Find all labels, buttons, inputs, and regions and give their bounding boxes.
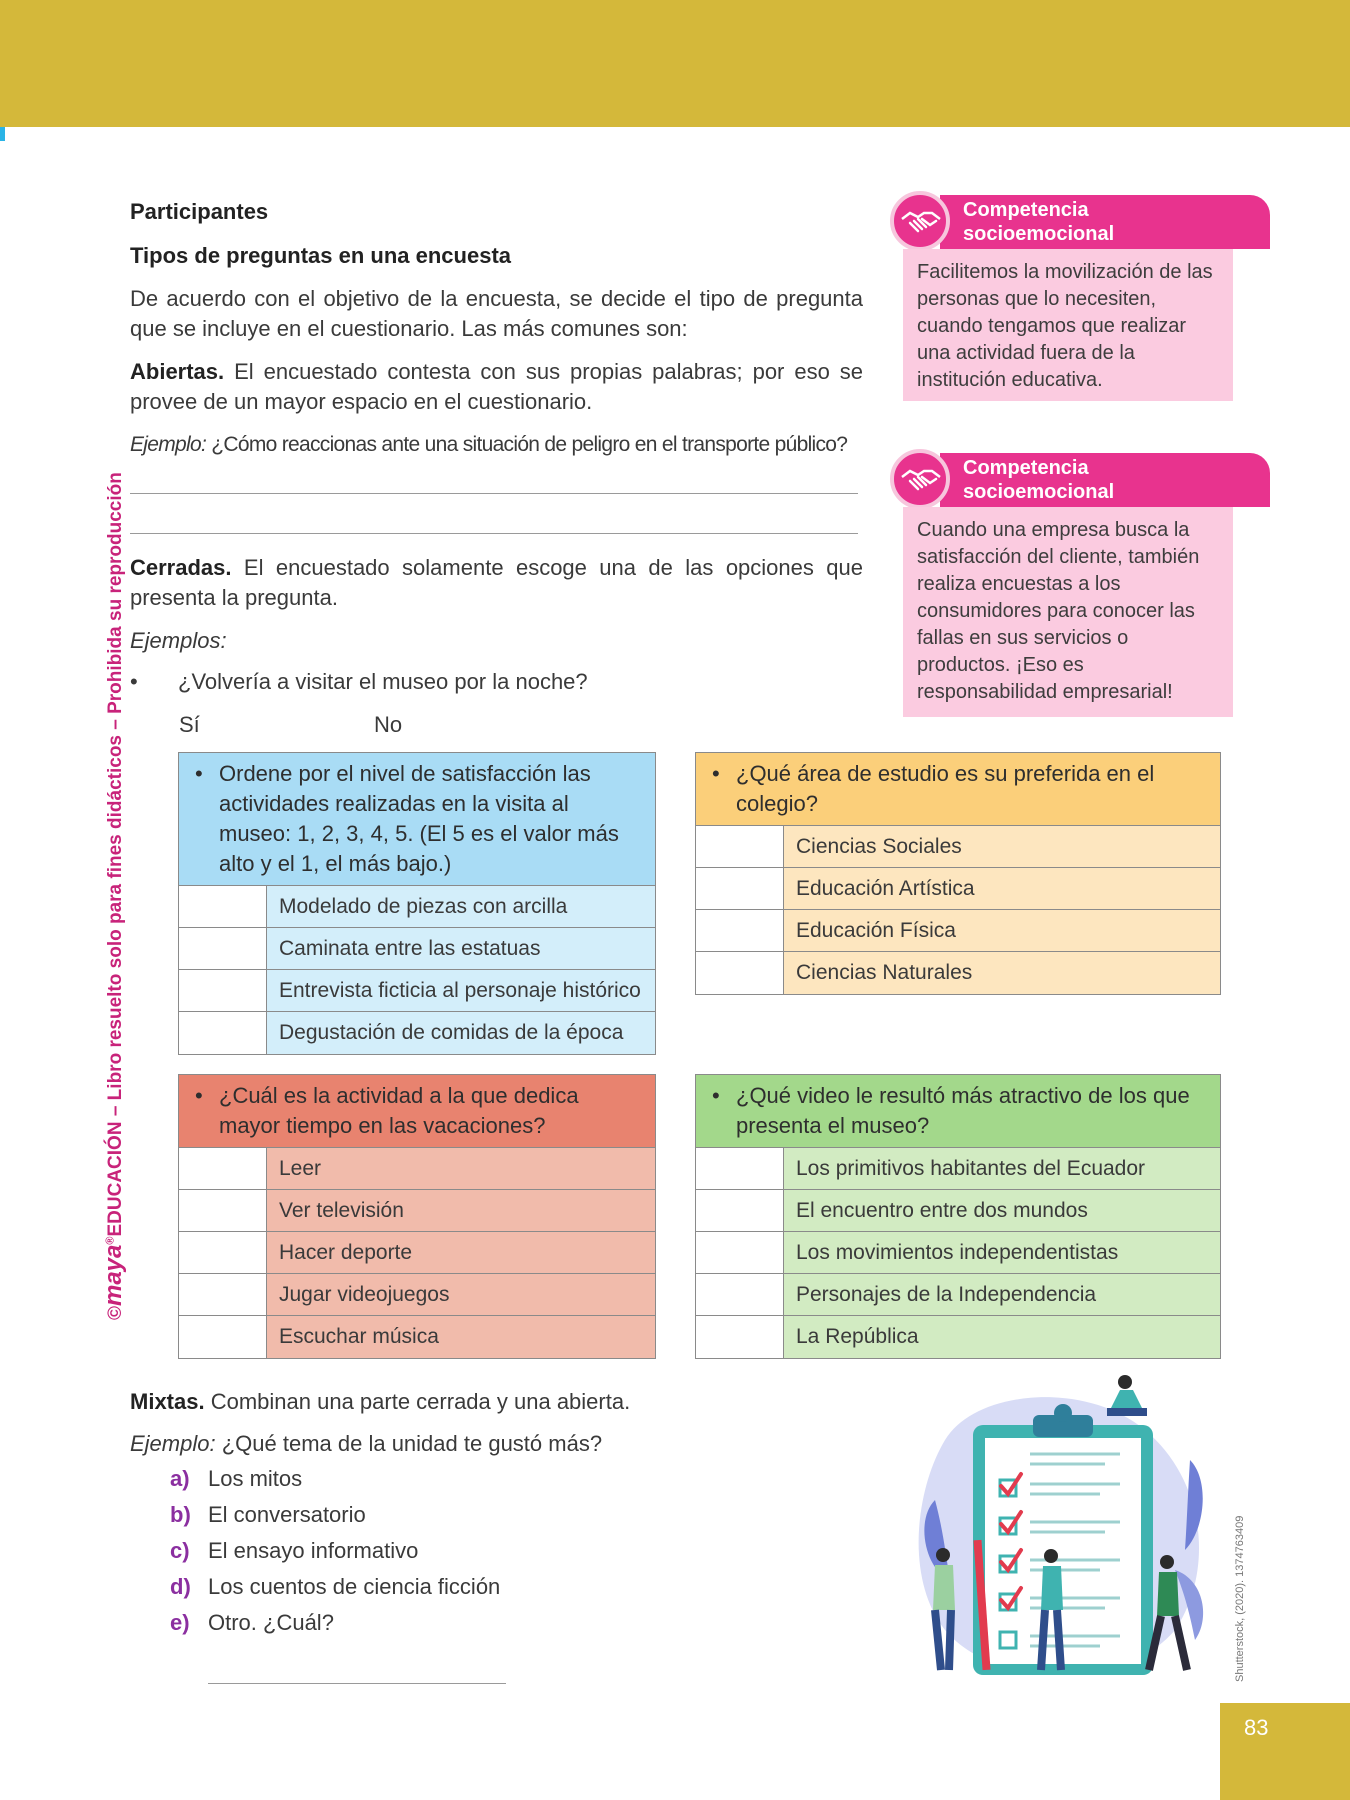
- option-label: Entrevista ficticia al personaje histórico: [267, 970, 655, 1011]
- table-question: • Ordene por el nivel de satisfacción las actividades realizadas en la visita al museo: 1, 2, 3, 4, 5. (El 5 es el valor más alto y el 1, el más bajo.): [179, 753, 655, 886]
- abiertas-label: Abiertas.: [130, 359, 225, 384]
- table-row: [696, 1274, 1220, 1316]
- answer-box[interactable]: [696, 1190, 784, 1231]
- otro-answer-line: [208, 1683, 506, 1684]
- answer-box[interactable]: [696, 868, 784, 909]
- answer-box[interactable]: [696, 952, 784, 994]
- ejemplos-label: Ejemplos:: [130, 628, 227, 653]
- option-label: Los movimientos independentistas: [784, 1232, 1220, 1273]
- option-label: Educación Física: [784, 910, 1220, 951]
- option-label: Modelado de piezas con arcilla: [267, 886, 655, 927]
- table-row: [696, 1190, 1220, 1232]
- intro-paragraph: De acuerdo con el objetivo de la encuesta, se decide el tipo de pregunta que se incluye en el cuestionario. Las más comunes son:: [130, 286, 863, 341]
- option-label: Degustación de comidas de la época: [267, 1012, 655, 1054]
- option-label: Ver televisión: [267, 1190, 655, 1231]
- answer-box[interactable]: [179, 970, 267, 1011]
- museo-question: ¿Volvería a visitar el museo por la noche?: [178, 669, 588, 694]
- answer-box[interactable]: [696, 826, 784, 867]
- option-label: Hacer deporte: [267, 1232, 655, 1273]
- answer-box[interactable]: [179, 1316, 267, 1358]
- table-question: • ¿Qué video le resultó más atractivo de los que presenta el museo?: [696, 1075, 1220, 1148]
- mixtas-example: Ejemplo: ¿Qué tema de la unidad te gustó más?: [130, 1431, 603, 1456]
- mixtas-paragraph: Mixtas. Combinan una parte cerrada y una abierta.: [130, 1389, 631, 1414]
- table-actividad-vacaciones: [178, 1074, 656, 1359]
- answer-box[interactable]: [696, 1232, 784, 1273]
- table-row: [179, 970, 655, 1012]
- table-video-museo: [695, 1074, 1221, 1359]
- table-row: [696, 1316, 1220, 1358]
- option-label: Jugar videojuegos: [267, 1274, 655, 1315]
- option-label: Escuchar música: [267, 1316, 655, 1358]
- option-label: La República: [784, 1316, 1220, 1358]
- option-label: Educación Artística: [784, 868, 1220, 909]
- table-question: • ¿Cuál es la actividad a la que dedica mayor tiempo en las vacaciones?: [179, 1075, 655, 1148]
- answer-line-1: [130, 493, 858, 494]
- handshake-icon: [890, 449, 950, 509]
- sidebar-notice: EDUCACIÓN – Libro resuelto solo para fines didácticos – Prohibida su reproducción: [105, 472, 126, 1237]
- option-si: Sí: [179, 712, 200, 737]
- option-label: El encuentro entre dos mundos: [784, 1190, 1220, 1231]
- answer-box[interactable]: [179, 928, 267, 969]
- table-row: [696, 910, 1220, 952]
- table-question: • ¿Qué área de estudio es su preferida en el colegio?: [696, 753, 1220, 826]
- copyright-sidebar: ©maya®EDUCACIÓN – Libro resuelto solo para fines didácticos – Prohibida su reproducción: [100, 472, 127, 1320]
- list-item: d) Los cuentos de ciencia ficción: [170, 1574, 501, 1599]
- answer-box[interactable]: [179, 1274, 267, 1315]
- competencia-body-2: Cuando una empresa busca la satisfacción del cliente, también realiza encuestas a los consumidores para conocer las fallas en sus servicios o productos. ¡Eso es responsabilidad empresarial!: [903, 507, 1233, 717]
- handshake-icon: [890, 191, 950, 251]
- answer-box[interactable]: [179, 1148, 267, 1189]
- answer-box[interactable]: [179, 1190, 267, 1231]
- table-row: [179, 1274, 655, 1316]
- top-color-band: [0, 0, 1350, 127]
- cerradas-label: Cerradas.: [130, 555, 232, 580]
- table-row: [179, 1190, 655, 1232]
- page-number-box: [1220, 1703, 1350, 1800]
- answer-box[interactable]: [696, 910, 784, 951]
- cerradas-paragraph: [130, 553, 863, 613]
- list-item: c) El ensayo informativo: [170, 1538, 419, 1563]
- top-accent-mark: [0, 127, 5, 141]
- page-number: 83: [1244, 1715, 1269, 1740]
- ejemplo-label: Ejemplo:: [130, 433, 207, 456]
- table-row: [696, 1232, 1220, 1274]
- option-label: Ciencias Sociales: [784, 826, 1220, 867]
- image-credit: Shutterstock, (2020). 1374763409: [1234, 1515, 1246, 1682]
- option-label: Los primitivos habitantes del Ecuador: [784, 1148, 1220, 1189]
- heading-participantes: Participantes: [130, 199, 269, 224]
- table-row: [179, 1148, 655, 1190]
- table-row: [696, 868, 1220, 910]
- table-row: [696, 1148, 1220, 1190]
- table-row: [696, 952, 1220, 994]
- list-item: b) El conversatorio: [170, 1502, 366, 1527]
- brand-logo: maya: [100, 1244, 127, 1306]
- answer-line-2: [130, 533, 858, 534]
- ejemplo-text: ¿Cómo reaccionas ante una situación de peligro en el transporte público?: [211, 433, 848, 456]
- option-label: Leer: [267, 1148, 655, 1189]
- abiertas-example: [130, 430, 863, 460]
- heading-tipos-preguntas: Tipos de preguntas en una encuesta: [130, 243, 512, 268]
- table-row: [179, 886, 655, 928]
- option-label: Ciencias Naturales: [784, 952, 1220, 994]
- cerradas-text: El encuestado solamente escoge una de las opciones que presenta la pregunta.: [130, 555, 863, 610]
- answer-box[interactable]: [696, 1148, 784, 1189]
- competencia-box-1: [890, 191, 1220, 391]
- table-row: [179, 1316, 655, 1358]
- table-row: [179, 1232, 655, 1274]
- abiertas-paragraph: [130, 357, 863, 417]
- answer-box[interactable]: [179, 886, 267, 927]
- list-item: a) Los mitos: [170, 1466, 303, 1491]
- list-item: e) Otro. ¿Cuál?: [170, 1610, 334, 1635]
- competencia-title-2: Competencia socioemocional: [940, 453, 1270, 507]
- survey-clipboard-illustration: [905, 1370, 1225, 1685]
- abiertas-text: El encuestado contesta con sus propias palabras; por eso se provee de un mayor espacio en el cuestionario.: [130, 359, 863, 414]
- answer-box[interactable]: [179, 1012, 267, 1054]
- answer-box[interactable]: [696, 1316, 784, 1358]
- competencia-box-2: [890, 449, 1220, 703]
- table-row: [179, 1012, 655, 1054]
- option-label: Caminata entre las estatuas: [267, 928, 655, 969]
- answer-box[interactable]: [179, 1232, 267, 1273]
- table-satisfaccion: [178, 752, 656, 1055]
- table-row: [696, 826, 1220, 868]
- answer-box[interactable]: [696, 1274, 784, 1315]
- table-row: [179, 928, 655, 970]
- option-label: Personajes de la Independencia: [784, 1274, 1220, 1315]
- competencia-body-1: Facilitemos la movilización de las personas que lo necesiten, cuando tengamos que realizar una actividad fuera de la institución educativa.: [903, 249, 1233, 401]
- competencia-title-1: Competencia socioemocional: [940, 195, 1270, 249]
- table-area-estudio: [695, 752, 1221, 995]
- option-no: No: [374, 712, 403, 737]
